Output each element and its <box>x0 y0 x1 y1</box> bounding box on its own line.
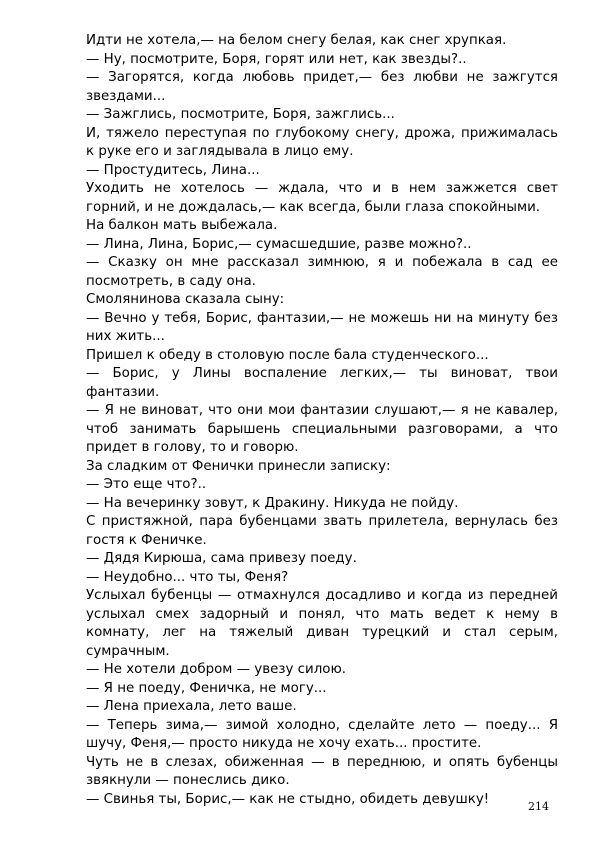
paragraph: — Вечно у тебя, Борис, фантазии,— не можешь ни на минуту без них жить... <box>86 310 558 344</box>
paragraph: — Не хотели добром — увезу силою. <box>86 662 346 677</box>
paragraph: — Сказку он мне рассказал зимнюю, я и побежала в сад ее посмотреть, в саду она. <box>86 255 558 289</box>
paragraph: — Загорятся, когда любовь придет,— без любви не зажгутся звездами... <box>86 70 558 104</box>
paragraph: — Неудобно... что ты, Феня? <box>86 569 289 585</box>
paragraph: — Борис, у Лины воспаление легких,— ты виноват, твои фантазии. <box>86 366 558 400</box>
paragraph: — Ну, посмотрите, Боря, горят или нет, как звезды?.. <box>86 51 467 67</box>
page-text <box>86 32 558 809</box>
paragraph: — Лина, Лина, Борис,— сумасшедшие, разве можно?.. <box>86 236 472 252</box>
paragraph: За сладким от Фенички принесли записку: <box>86 458 391 474</box>
paragraph: И, тяжело переступая по глубокому снегу, дрожа, прижималась к руке его и заглядывала в лицо ему. <box>86 125 558 159</box>
paragraph: На балкон мать выбежала. <box>86 218 278 233</box>
paragraph: — На вечеринку зовут, к Дракину. Никуда не пойду. <box>86 495 459 511</box>
paragraph: — Теперь зима,— зимой холодно, сделайте лето — поеду... Я шучу, Феня,— просто никуда не хочу ехать... простите. <box>86 717 558 751</box>
paragraph: С пристяжной, пара бубенцами звать прилетела, вернулась без гостя к Феничке. <box>86 514 558 548</box>
paragraph: — Лена приехала, лето ваше. <box>86 699 297 714</box>
paragraph: — Я не виноват, что они мои фантазии слушают,— я не кавалер, чтоб занимать барышень специальными разговорами, а что придет в голову, то и говорю. <box>86 403 558 455</box>
paragraph: Пришел к обеду в столовую после бала студенческого... <box>86 347 489 363</box>
paragraph: Услыхал бубенцы — отмахнулся досадливо и когда из передней услыхал смех задорный и понял, что мать ведет к нему в комнату, лег на тяжелый диван турецкий и стал серым, сумрачным. <box>86 588 558 659</box>
paragraph: Уходить не хотелось — ждала, что и в нем зажжется свет горний, и не дождалась,— как всегда, были глаза спокойными. <box>86 181 558 215</box>
paragraph: — Это еще что?.. <box>86 477 207 492</box>
paragraph: — Дядя Кирюша, сама привезу поеду. <box>86 551 357 566</box>
paragraph: — Я не поеду, Феничка, не могу... <box>86 680 327 696</box>
paragraph: Смолянинова сказала сыну: <box>86 292 285 307</box>
paragraph: — Свинья ты, Борис,— как не стыдно, обидеть девушку! <box>86 791 490 807</box>
page-number: 214 <box>528 800 549 813</box>
paragraph: Чуть не в слезах, обиженная — в переднюю, и опять бубенцы звякнули — понеслись дико. <box>86 754 558 788</box>
paragraph: — Зажглись, посмотрите, Боря, зажглись... <box>86 107 395 122</box>
paragraph: — Простудитесь, Лина... <box>86 162 260 178</box>
paragraph: Идти не хотела,— на белом снегу белая, как снег хрупкая. <box>86 33 507 48</box>
